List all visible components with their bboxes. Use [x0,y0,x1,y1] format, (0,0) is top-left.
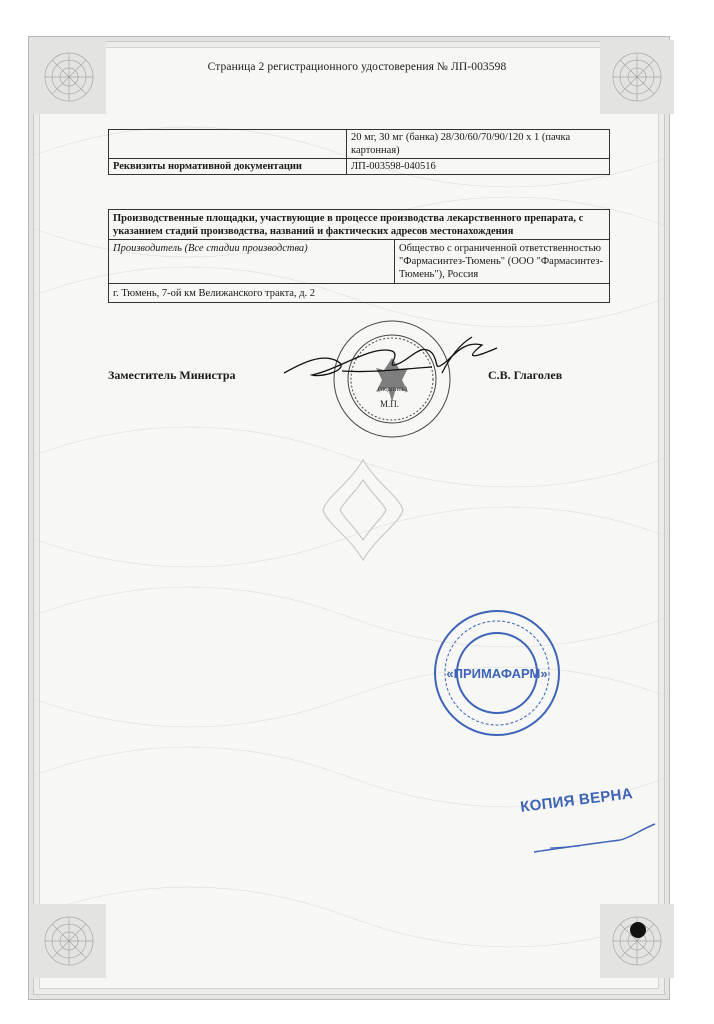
packaging-value: 20 мг, 30 мг (банка) 28/30/60/70/90/120 х 1 (пачка картонная) [347,130,610,159]
corner-rosette-icon [600,904,674,978]
table-row [109,284,610,303]
seal-mark: М.П. [380,399,400,409]
requisites-value: ЛП-003598-040516 [347,159,610,175]
requisites-label: Реквизиты нормативной документации [109,159,347,175]
company-stamp-icon [432,608,562,738]
corner-rosette-icon [32,904,106,978]
table-row [109,159,610,175]
corner-rosette-icon [600,40,674,114]
signature-caption: (подпись) [378,385,408,393]
production-sites-table [108,209,610,303]
hole-punch-mark [630,922,646,938]
signatory-position: Заместитель Министра [108,368,236,382]
empty-cell [109,130,347,159]
producer-label: Производитель (Все стадии производства) [109,240,395,284]
page-title: Страница 2 регистрационного удостоверения № ЛП-003598 [207,61,507,73]
copy-signature-icon [530,818,660,858]
producer-address: г. Тюмень, 7-ой км Велижанского тракта, д. 2 [109,284,610,303]
production-sites-header: Производственные площадки, участвующие в процессе производства лекарственного препарата, с указанием стадий производства, названий и фактических адресов местонахождения [109,210,610,240]
table-row [109,240,610,284]
handwritten-signature-icon [282,333,502,393]
signatory-name: С.В. Глаголев [488,368,563,382]
table-row [109,210,610,240]
corner-rosette-icon [32,40,106,114]
packaging-table [108,129,610,175]
table-row [109,130,610,159]
producer-value: Общество с ограниченной ответственностью "Фармасинтез-Тюмень" (ООО "Фармасинтез-Тюмень"), Россия [395,240,610,284]
company-stamp-text: «ПРИМАФАРМ» [446,666,548,681]
watermark-emblem-icon [318,455,408,565]
certified-copy-stamp: КОПИЯ ВЕРНА [519,785,634,816]
